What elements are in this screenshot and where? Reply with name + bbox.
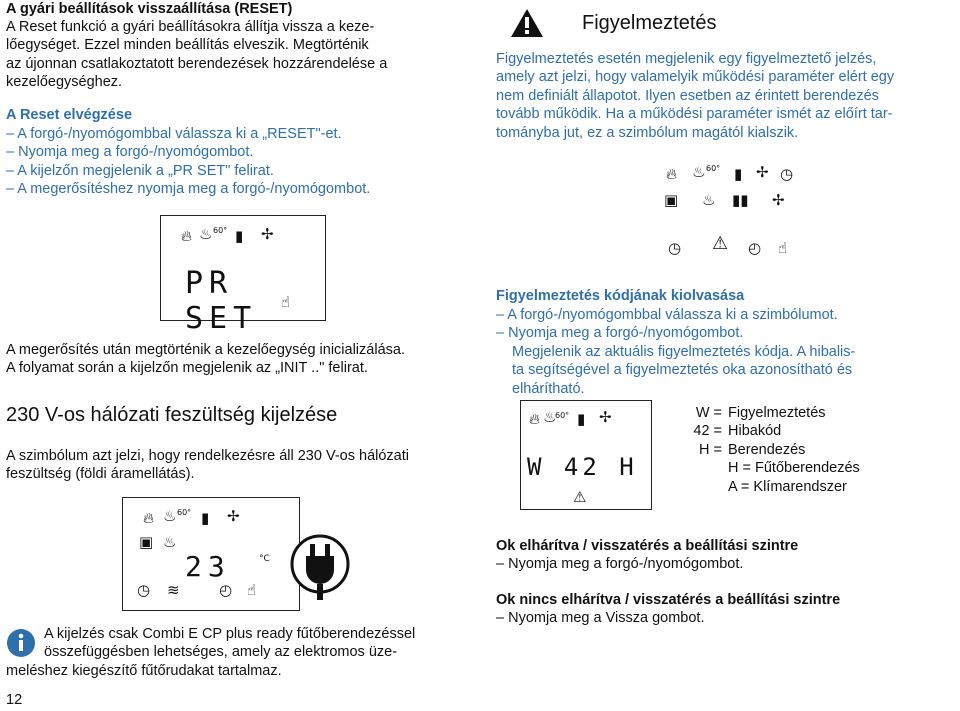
info-line-2: összefüggésben lehetséges, amely az elektromos üze-: [44, 644, 398, 661]
gas-bottles-icon: ▮▮: [732, 191, 749, 209]
lcd-code: W 42 H: [527, 453, 638, 481]
warning-icon: [510, 8, 544, 38]
legend-value: H = Fűtőberendezés: [728, 460, 860, 477]
init-paragraph: [6, 341, 476, 378]
gas-bottle-icon: ▮: [235, 227, 244, 245]
clock-icon: ◴: [219, 581, 233, 599]
legend-value: Hibakód: [728, 423, 782, 440]
temp-label: 60°: [706, 164, 721, 173]
reset-step: – Nyomja meg a forgó-/nyomógombot.: [6, 143, 456, 161]
warning-line: Figyelmeztetés esetén megjelenik egy figyelmeztető jelzés,: [496, 51, 877, 67]
init-line-2: A folyamat során a kijelzőn megjelenik az „INIT .." felirat.: [6, 360, 368, 377]
fan-icon: ✢: [227, 507, 240, 525]
water-heater-icon: ♨: [692, 163, 706, 181]
legend-row: [662, 441, 958, 459]
fan-icon: ✢: [772, 191, 785, 209]
timer-icon: ◷: [137, 581, 151, 599]
legend-key: [662, 459, 728, 477]
lcd-display-230v: [122, 497, 300, 611]
reset-step: – A megerősítéshez nyomja meg a forgó-/nyomógombot.: [6, 180, 456, 198]
reset-line-3: az újonnan csatlakoztatott berendezések hozzárendelése a: [6, 55, 388, 72]
legend-key: W =: [695, 405, 722, 421]
v230-title: 230 V-os hálózati feszültség kijelzése: [6, 404, 338, 426]
read-step-cont: Megjelenik az aktuális figyelmeztetés kódja. A hibalis-: [512, 343, 856, 360]
legend-row: [662, 459, 958, 477]
lcd-text: PR SET: [185, 266, 258, 336]
legend-row: [662, 404, 958, 422]
notfixed-step: – Nyomja meg a Vissza gombot.: [496, 609, 704, 627]
water-heater-icon: ♨: [199, 225, 213, 243]
water-heater-icon: ♨: [163, 507, 177, 525]
v230-line-1: A szimbólum azt jelzi, hogy rendelkezésre áll 230 V-os hálózati: [6, 448, 409, 464]
clock-icon: ◴: [748, 239, 762, 257]
read-step-cont: ta segítségével a figyelmeztetés oka azonosítható és: [512, 362, 853, 379]
timer-icon: ◷: [668, 239, 682, 257]
reset-line-2: lőegységet. Ezzel minden beállítás elveszik. Megtörténik: [6, 37, 369, 54]
timer-icon: ◷: [780, 165, 794, 183]
legend-key: 42 =: [693, 423, 722, 440]
reset-line-4: kezelőegységhez.: [6, 74, 123, 91]
hand-icon: ☝: [247, 581, 257, 599]
flame-icon: 🔥︎: [666, 165, 678, 183]
gas-bottle-icon: ▮: [734, 165, 743, 183]
lcd-display-prset: [160, 215, 326, 336]
warning-paragraph: [496, 50, 958, 142]
legend-value: Figyelmeztetés: [728, 405, 826, 421]
init-line-1: A megerősítés után megtörténik a kezelőegység inicializálása.: [6, 342, 405, 358]
page-number: 12: [6, 692, 23, 708]
reset-steps: [6, 125, 456, 199]
heat-icon: ≋: [167, 581, 180, 599]
warning-flash-icon: ⚠: [712, 233, 729, 254]
hand-icon: ☝: [778, 239, 788, 257]
warning-line: nem definiált állapotot. Ilyen esetben az érintett berendezés: [496, 87, 879, 104]
legend-key: [662, 478, 728, 496]
heating-unit-icon: ▣: [664, 191, 679, 209]
boiler-icon: ♨: [702, 191, 716, 209]
warning-icon: ⚠: [573, 488, 587, 506]
lcd-display-code: [520, 400, 652, 510]
reset-paragraph: [6, 18, 456, 92]
warning-line: amely azt jelzi, hogy valamelyik működési paraméter elért egy: [496, 69, 895, 86]
info-line-1: A kijelzés csak Combi E CP plus ready fűtőberendezéssel: [44, 626, 416, 642]
code-legend: [662, 404, 958, 496]
read-step: – A forgó-/nyomógombbal válassza ki a szimbólumot.: [496, 306, 958, 324]
fixed-step: – Nyomja meg a forgó-/nyomógombot.: [496, 555, 743, 573]
heating-unit-icon: ▣: [139, 533, 154, 551]
legend-row: [662, 478, 958, 496]
gas-bottle-icon: ▮: [577, 410, 586, 428]
temp-label: 60°: [213, 226, 228, 235]
legend-value: Berendezés: [728, 441, 806, 458]
read-title: Figyelmeztetés kódjának kiolvasása: [496, 288, 745, 304]
fan-icon: ✢: [261, 225, 274, 243]
fan-icon: ✢: [756, 163, 769, 181]
read-step-cont: elhárítható.: [512, 380, 585, 397]
info-paragraph: [6, 625, 476, 680]
v230-line-2: feszültség (földi áramellátás).: [6, 466, 195, 483]
reset-do-title: A Reset elvégzése: [6, 107, 133, 123]
legend-value: A = Klímarendszer: [728, 478, 847, 495]
flame-icon: 🔥︎: [181, 227, 193, 245]
fan-icon: ✢: [599, 408, 612, 426]
water-heater-icon: ♨: [543, 408, 557, 426]
flame-icon: 🔥︎: [529, 410, 541, 428]
power-plug-icon: [288, 524, 352, 604]
legend-row: [662, 422, 958, 440]
boiler-icon: ♨: [163, 533, 177, 551]
warning-title: Figyelmeztetés: [582, 12, 717, 34]
notfixed-title: Ok nincs elhárítva / visszatérés a beállítási szintre: [496, 592, 841, 608]
temp-label: 60°: [177, 508, 192, 517]
temp-unit: °C: [259, 554, 270, 564]
flame-icon: 🔥︎: [143, 509, 155, 527]
temp-label: 60°: [555, 411, 570, 420]
fixed-title: Ok elhárítva / visszatérés a beállítási szintre: [496, 538, 799, 554]
warning-line: tományba jut, ez a szimbólum magától kialszik.: [496, 124, 799, 141]
reset-line-1: A Reset funkció a gyári beállításokra állítja vissza a keze-: [6, 19, 375, 35]
legend-key: H =: [699, 441, 722, 458]
warning-line: tovább működik. Ha a működési paraméter ismét az előírt tar-: [496, 106, 893, 123]
lcd-temperature: 23: [185, 550, 231, 583]
reset-step: – A forgó-/nyomógombbal válassza ki a „RESET"-et.: [6, 125, 456, 143]
v230-paragraph: [6, 447, 476, 484]
reset-step: – A kijelzőn megjelenik a „PR SET" felirat.: [6, 162, 456, 180]
info-line-3: meléshez kiegészítő fűtőrudakat tartalmaz.: [6, 662, 282, 679]
lcd-display-warning: [650, 150, 830, 270]
reset-title: A gyári beállítások visszaállítása (RESET): [6, 1, 293, 17]
read-step: – Nyomja meg a forgó-/nyomógombot.: [496, 324, 958, 342]
gas-bottle-icon: ▮: [201, 509, 210, 527]
hand-icon: ☝: [281, 293, 291, 311]
read-steps: [496, 306, 958, 398]
